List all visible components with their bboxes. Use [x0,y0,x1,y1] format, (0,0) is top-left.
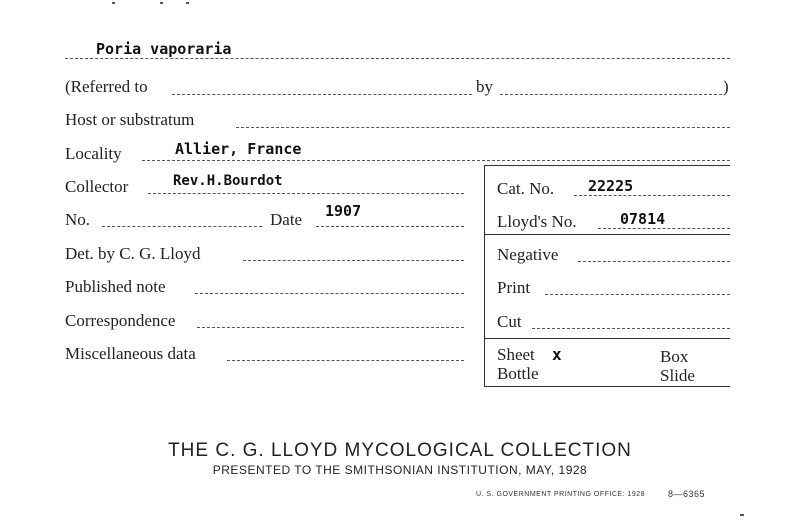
locality-value: Allier, France [175,140,302,158]
cut-label: Cut [497,312,522,331]
no-label: No. [65,210,91,229]
box-top-border [484,165,730,166]
speck [160,2,163,4]
correspondence-line [197,327,464,328]
footer-subtitle: PRESENTED TO THE SMITHSONIAN INSTITUTION, MAY, 1928 [212,463,588,477]
published-line [195,293,464,294]
collector-label: Collector [65,177,129,196]
cat-value: 22225 [588,177,634,195]
speck [186,2,189,4]
box-label: Box [660,347,689,366]
speck [740,514,744,516]
referred-label: (Referred to [65,77,148,96]
host-label: Host or substratum [65,110,195,129]
sheet-mark: x [552,345,562,364]
misc-line [227,360,464,361]
collector-line [148,193,464,194]
footer-title: THE C. G. LLOYD MYCOLOGICAL COLLECTION [168,440,632,461]
form-number: 8—6365 [668,489,706,499]
close-paren: ) [723,77,729,96]
negative-label: Negative [497,245,559,264]
species-line [65,58,730,59]
host-line [236,127,730,128]
bottle-label: Bottle [497,364,539,383]
collector-value: Rev.H.Bourdot [173,173,283,189]
published-label: Published note [65,277,166,296]
cat-label: Cat. No. [497,179,555,198]
cat-line [574,195,730,196]
date-label: Date [270,210,303,229]
locality-line [142,160,730,161]
printer-note: U. S. GOVERNMENT PRINTING OFFICE: 1928 [476,491,646,498]
by-label: by [476,77,493,96]
print-line [545,294,730,295]
box-bottom-border [484,386,730,387]
det-line [243,260,464,261]
print-label: Print [497,278,531,297]
lloyd-line [598,228,730,229]
lloyd-value: 07814 [620,210,666,228]
species-name: Poria vaporaria [96,40,232,58]
referred-line [172,94,472,95]
date-value: 1907 [325,202,362,220]
negative-line [578,261,730,262]
box-left-border [484,165,485,387]
det-label: Det. by C. G. Lloyd [65,244,201,263]
speck [112,2,115,4]
box-divider [484,234,730,235]
locality-label: Locality [65,144,122,163]
misc-label: Miscellaneous data [65,344,196,363]
lloyd-label: Lloyd's No. [497,212,577,231]
no-line [102,226,262,227]
cut-line [532,328,730,329]
slide-label: Slide [660,366,695,385]
box-divider-2 [484,338,730,339]
date-line [316,226,464,227]
sheet-label: Sheet [497,345,535,364]
by-line [500,94,722,95]
correspondence-label: Correspondence [65,311,176,330]
